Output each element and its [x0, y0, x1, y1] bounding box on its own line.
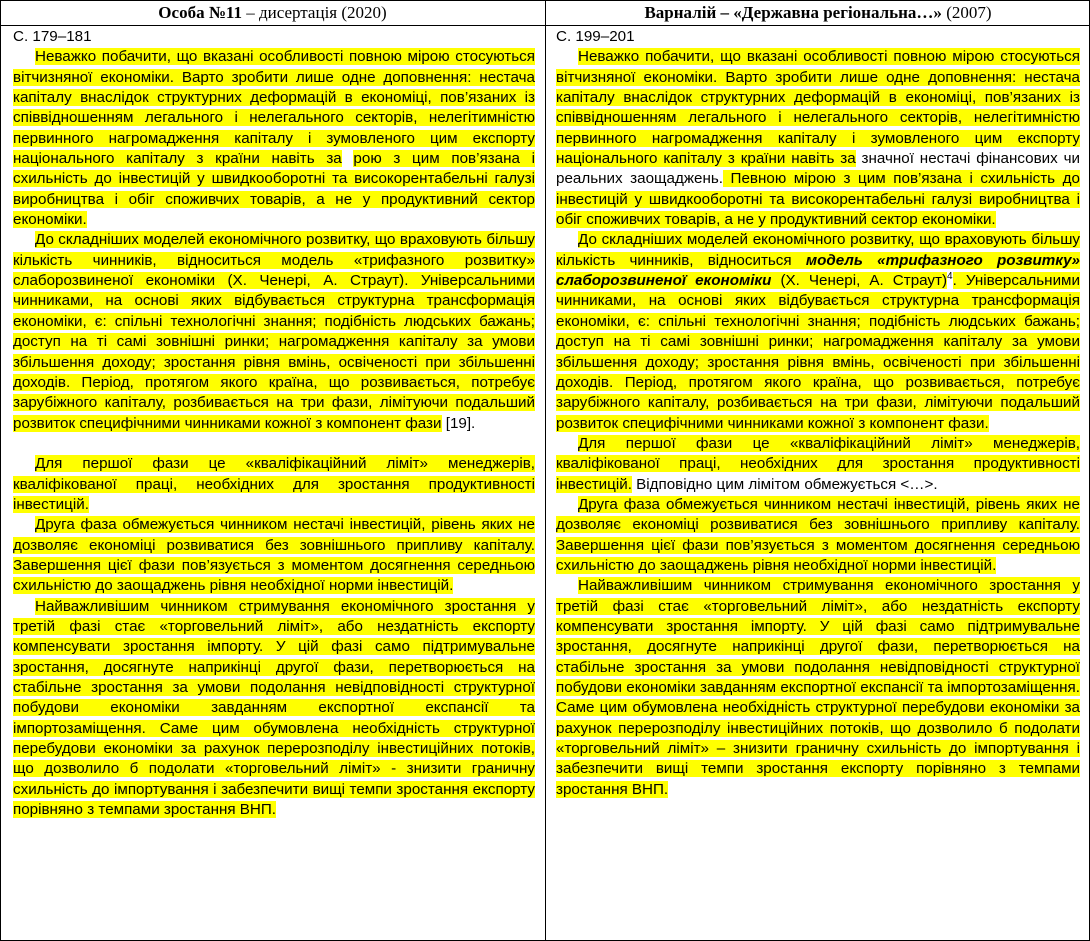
right-p1-highlight-c: Певною мірою з цим пов’язана і схильність до інвестицій у швидкооборотні та високорентабельні галузі виробництва і обіг споживчих товарів, а не у продуктивний сектор економіки.: [556, 170, 1080, 229]
column-divider: [545, 0, 546, 941]
left-spacer: [13, 434, 535, 454]
header-right-year: (2007): [946, 3, 992, 22]
right-p3-unique-text: Відповідно цим лімітом обмежується <…>.: [631, 475, 938, 493]
right-page-range: С. 199–201: [556, 28, 635, 45]
left-p5-highlight: Найважливішим чинником стримування економічного зростання у третій фазі стає «торговельний ліміт», або нездатність експорту компенсувати зростання імпорту. У цій фазі само підтримувальне зростання, досягнуте наприкінці другої фази, перетворюється на стабільне зростання за умови подолання невідповідності структурної побудови економіки завданням експортної експансії та імпортозаміщення. Саме цим обумовлена необхідність структурної перебудови економіки за рахунок перерозподілу інвестиційних потоків, що дозволило б подолати «торговельний ліміт» - знизити граничну схильність до імпортування і забезпечити вищі темпи зростання експорту порівняно з темпами зростання ВНП.: [13, 597, 535, 819]
left-paragraph-1: [13, 47, 535, 230]
left-p1-highlight-b: рою з цим пов’язана і схильність до інвестицій у швидкооборотні та високорентабельні галузі виробництва і обіг споживчих товарів, а не у продуктивний сектор економіки.: [13, 150, 535, 229]
right-p2-highlight-d: . Універсальними чинниками, на основі яких відбувається структурна трансформація економіки, є: спільні технологічні знання; подібність людських бажань; доступ на ті самі зовнішні ринки; нагромадження капіталу за умови збільшення доходу; зростання рівня вмінь, освіченості при збільшенні доходів. Період, протягом якого країна, що розвивається, потребує зарубіжного капіталу, розбивається на три фази, лімітуючи подальший розвиток специфічними чинниками кожної з компонент фази.: [556, 272, 1080, 432]
header-right: [546, 0, 1090, 25]
right-p2-footnote-mark: 4: [947, 271, 953, 283]
left-column: [13, 27, 535, 820]
header-left-year: (2020): [341, 3, 387, 22]
right-p4-highlight: Друга фаза обмежується чинником нестачі інвестицій, рівень яких не дозволяє економіці розвиватися без зовнішнього припливу капіталу. Завершення цієї фази пов’язується з моментом досягнення середньою схильністю до заощаджень рівня необхідної норми інвестицій.: [556, 495, 1080, 574]
left-p1-highlight-a: Неважко побачити, що вказані особливості повною мірою стосуються вітчизняної економіки. Варто зробити лише одне доповнення: нестача капіталу внаслідок структурних деформацій в економіці, пов’язаних із співвідношенням легального і нелегального секторів, нелегітимністю первинного нагромадження капіталу і зумовленого цим експорту національного капіталу з країни навіть за: [13, 48, 535, 168]
right-column: [556, 27, 1080, 800]
right-p2-highlight-a: До складніших моделей економічного розвитку, що враховують більшу кількість чинників, відноситься: [556, 231, 1080, 269]
right-p3-highlight: Для першої фази це «кваліфікаційний ліміт» менеджерів, кваліфікованої праці, необхідних для зростання продуктивності інвестицій.: [556, 434, 1080, 493]
left-p2-highlight: До складніших моделей економічного розвитку, що враховують більшу кількість чинників, відноситься модель «трифазного розвитку» слаборозвиненої економіки (Х. Ченері, А. Страут). Універсальними чинниками, на основі яких відбувається структурна трансформація економіки, є: спільні технологічні знання; подібність людських бажань; доступ на ті самі зовнішні ринки; нагромадження капіталу за умови збільшення доходу; зростання рівня вмінь, освіченості при збільшенні доходів. Період, протягом якого країна, що розвивається, потребує зарубіжного капіталу, розбивається на три фази, лімітуючи подальший розвиток специфічними чинниками кожної з компонент фази: [13, 231, 535, 432]
right-paragraph-3: [556, 434, 1080, 495]
header-right-title: Варналій – «Державна регіональна…»: [644, 3, 947, 22]
right-paragraph-1: [556, 47, 1080, 230]
left-p3-highlight: Для першої фази це «кваліфікаційний ліміт» менеджерів, кваліфікованої праці, необхідних для зростання продуктивності інвестицій.: [13, 455, 535, 513]
right-p2-authors: (Х. Ченері, А. Страут): [771, 272, 948, 290]
left-p2-reference: [19].: [441, 414, 476, 432]
left-paragraph-4: [13, 515, 535, 596]
table-header: [0, 0, 1090, 26]
right-p2-emphasis: модель «трифазного розвитку» слаборозвиненої економіки: [556, 251, 1080, 290]
right-paragraph-5: [556, 576, 1080, 800]
right-paragraph-4: [556, 495, 1080, 576]
right-p1-highlight-a: Неважко побачити, що вказані особливості повною мірою стосуються вітчизняної економіки. Варто зробити лише одне доповнення: нестача капіталу внаслідок структурних деформацій в економіці, пов’язаних із співвідношенням легального і нелегального секторів, нелегітимністю первинного нагромадження капіталу і зумовленого цим експорту національного капіталу з країни навіть за: [556, 48, 1080, 168]
header-left-name: Особа №11: [158, 3, 242, 22]
right-p1-unique-text: значної нестачі фінансових чи реальних заощаджень.: [556, 150, 1080, 188]
header-left-rest: – дисертація: [241, 3, 342, 22]
left-p4-highlight: Друга фаза обмежується чинником нестачі інвестицій, рівень яких не дозволяє економіці розвиватися без зовнішнього припливу капіталу. Завершення цієї фази пов’язується з моментом досягнення середньою схильністю до заощаджень рівня необхідної норми інвестицій.: [13, 516, 535, 595]
left-paragraph-3: [13, 454, 535, 515]
header-left: [0, 0, 545, 25]
left-paragraph-5: [13, 597, 535, 821]
right-p5-highlight: Найважливішим чинником стримування економічного зростання у третій фазі стає «торговельний ліміт», або нездатність експорту компенсувати зростання імпорту. У цій фазі само підтримувальне зростання, досягнуте наприкінці другої фази, перетворюється на стабільне зростання за умови подолання невідповідності структурної побудови економіки завданням експортної експансії та імпортозаміщення. Саме цим обумовлена необхідність структурної перебудови економіки за рахунок перерозподілу інвестиційних потоків, що дозволило б подолати «торговельний ліміт» – знизити граничну схильність до імпортування і забезпечити вищі темпи зростання експорту порівняно з темпами зростання ВНП.: [556, 577, 1080, 798]
left-paragraph-2: [13, 230, 535, 433]
left-page-range: С. 179–181: [13, 28, 92, 45]
right-paragraph-2: [556, 230, 1080, 433]
